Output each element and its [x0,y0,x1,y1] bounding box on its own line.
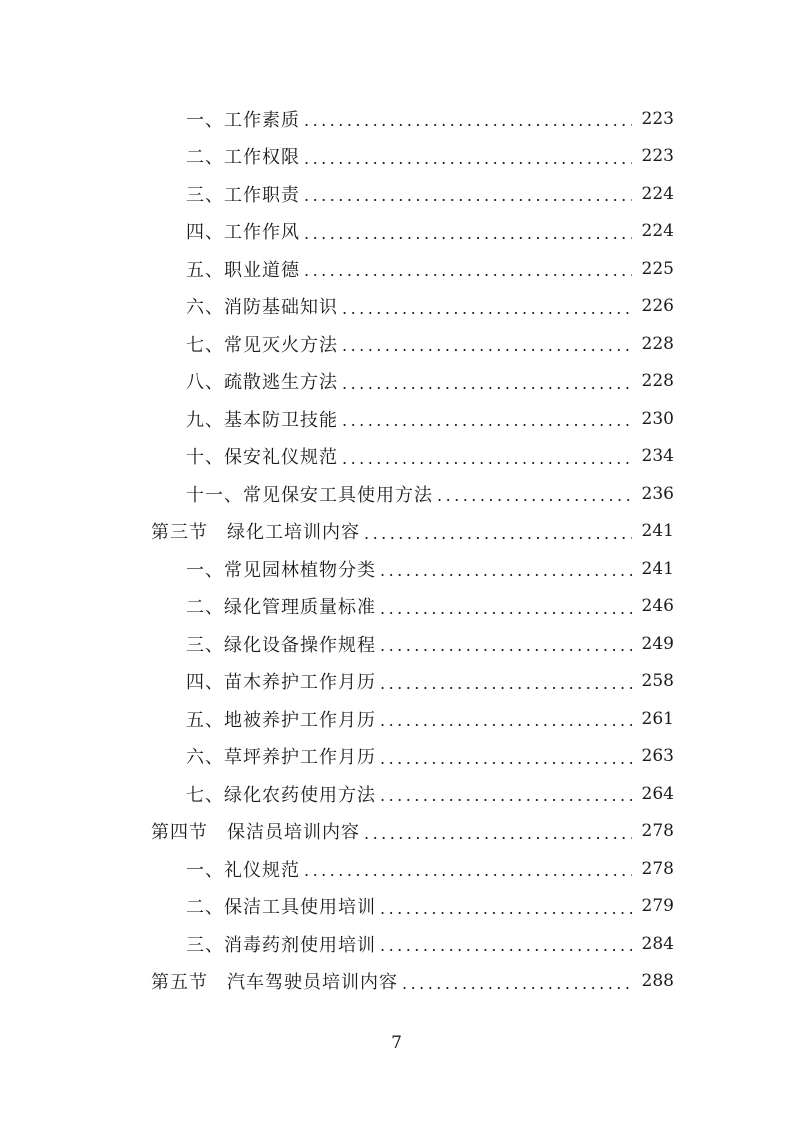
toc-entry-page: 225 [641,258,674,279]
toc-section-entry[interactable] [0,813,793,851]
toc-section-entry[interactable] [0,513,793,551]
toc-dot-leader [364,824,632,843]
page-number: 7 [391,1033,402,1053]
toc-dot-leader [437,486,632,505]
toc-subsection-entry[interactable] [0,850,793,888]
toc-subsection-entry[interactable] [0,250,793,288]
toc-entry-title: 第三节 绿化工培训内容 [151,522,360,544]
toc-entry-page: 224 [641,221,674,242]
toc-dot-leader [380,899,632,918]
toc-entry-page: 258 [641,671,674,692]
toc-entry-title: 二、保洁工具使用培训 [186,897,376,919]
toc-entry-page: 223 [641,108,674,129]
toc-subsection-entry[interactable] [0,100,793,138]
toc-entry-title: 第四节 保洁员培训内容 [151,822,360,844]
toc-entry-title: 一、礼仪规范 [186,859,300,881]
toc-entry-title: 六、消防基础知识 [186,297,338,319]
toc-subsection-entry[interactable] [0,438,793,476]
toc-entry-page: 263 [641,746,674,767]
toc-entry-page: 246 [641,596,674,617]
toc-entry-title: 三、工作职责 [186,184,300,206]
toc-entry-page: 261 [641,708,674,729]
toc-dot-leader [380,711,632,730]
toc-entry-title: 一、常见园林植物分类 [186,559,376,581]
toc-dot-leader [304,111,632,130]
toc-entry-page: 236 [641,483,674,504]
toc-entry-page: 228 [641,333,674,354]
toc-dot-leader [304,224,632,243]
toc-dot-leader [380,674,632,693]
toc-dot-leader [304,261,632,280]
toc-entry-title: 一、工作素质 [186,109,300,131]
toc-subsection-entry[interactable] [0,775,793,813]
toc-entry-page: 284 [641,933,674,954]
toc-entry-page: 279 [641,896,674,917]
toc-entry-title: 八、疏散逃生方法 [186,372,338,394]
toc-dot-leader [380,599,632,618]
toc-subsection-entry[interactable] [0,363,793,401]
toc-entry-page: 288 [641,971,674,992]
toc-entry-title: 四、苗木养护工作月历 [186,672,376,694]
toc-dot-leader [342,411,632,430]
toc-dot-leader [304,186,632,205]
toc-dot-leader [380,936,632,955]
toc-entry-page: 241 [641,521,674,542]
toc-entry-page: 230 [641,408,674,429]
toc-entry-title: 第五节 汽车驾驶员培训内容 [151,972,398,994]
toc-entry-page: 224 [641,183,674,204]
toc-subsection-entry[interactable] [0,325,793,363]
toc-dot-leader [380,561,632,580]
toc-dot-leader [380,786,632,805]
toc-dot-leader [342,299,632,318]
toc-subsection-entry[interactable] [0,888,793,926]
toc-entry-page: 278 [641,821,674,842]
toc-dot-leader [304,149,632,168]
toc-entry-title: 三、消毒药剂使用培训 [186,934,376,956]
toc-entry-page: 223 [641,146,674,167]
toc-entry-page: 249 [641,633,674,654]
toc-dot-leader [364,524,632,543]
toc-entry-page: 226 [641,296,674,317]
toc-entry-title: 二、绿化管理质量标准 [186,597,376,619]
toc-subsection-entry[interactable] [0,700,793,738]
toc-entry-title: 七、常见灭火方法 [186,334,338,356]
toc-entry-title: 六、草坪养护工作月历 [186,747,376,769]
toc-entry-page: 264 [641,783,674,804]
toc-dot-leader [342,374,632,393]
toc-subsection-entry[interactable] [0,475,793,513]
toc-entry-page: 228 [641,371,674,392]
toc-subsection-entry[interactable] [0,588,793,626]
toc-entry-title: 五、地被养护工作月历 [186,709,376,731]
toc-entry-title: 二、工作权限 [186,147,300,169]
toc-subsection-entry[interactable] [0,400,793,438]
toc-dot-leader [402,974,632,993]
toc-subsection-entry[interactable] [0,925,793,963]
toc-subsection-entry[interactable] [0,138,793,176]
toc-dot-leader [380,636,632,655]
toc-dot-leader [304,861,632,880]
toc-subsection-entry[interactable] [0,550,793,588]
toc-entry-title: 九、基本防卫技能 [186,409,338,431]
toc-entry-page: 234 [641,446,674,467]
toc-entry-title: 三、绿化设备操作规程 [186,634,376,656]
toc-entry-title: 七、绿化农药使用方法 [186,784,376,806]
toc-entry-page: 241 [641,558,674,579]
toc-dot-leader [380,749,632,768]
toc-entry-page: 278 [641,858,674,879]
toc-dot-leader [342,449,632,468]
toc-subsection-entry[interactable] [0,288,793,326]
toc-dot-leader [342,336,632,355]
toc-entry-title: 五、职业道德 [186,259,300,281]
toc-entry-title: 十一、常见保安工具使用方法 [186,484,433,506]
toc-subsection-entry[interactable] [0,663,793,701]
toc-entry-title: 四、工作作风 [186,222,300,244]
toc-section-entry[interactable] [0,963,793,1001]
toc-subsection-entry[interactable] [0,213,793,251]
toc-subsection-entry[interactable] [0,738,793,776]
toc-entry-title: 十、保安礼仪规范 [186,447,338,469]
toc-subsection-entry[interactable] [0,625,793,663]
toc-subsection-entry[interactable] [0,175,793,213]
table-of-contents [0,100,793,1000]
